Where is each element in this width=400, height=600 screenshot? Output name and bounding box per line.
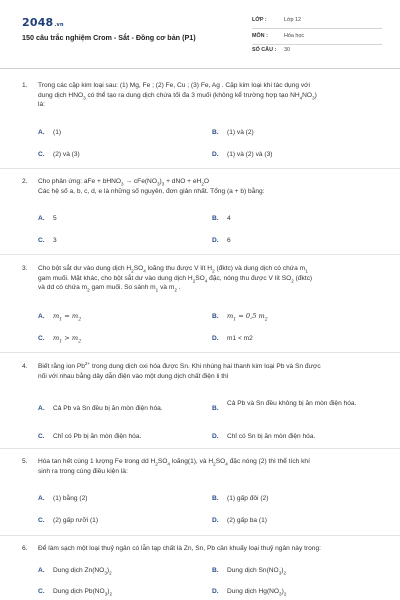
option-letter: C. (38, 151, 45, 158)
header-divider (0, 68, 400, 69)
option-letter: A. (38, 495, 45, 502)
option-letter: D. (212, 433, 219, 440)
option-letter: B. (212, 129, 219, 136)
option-text: Cả Pb và Sn đều không bị ăn mòn điện hóa. (227, 400, 357, 407)
option-text: 3 (53, 237, 57, 244)
question-number: 4. (22, 363, 28, 370)
option-text: (1) và (2) (227, 129, 254, 136)
option-letter: D. (212, 588, 219, 595)
info-value: Lớp 12 (284, 17, 302, 23)
option-formula: $m_1 > m_2$ (53, 334, 82, 345)
question-number: 6. (22, 545, 28, 552)
info-label: SỐ CÂU : (252, 47, 277, 53)
question-number: 3. (22, 265, 28, 272)
question-number: 1. (22, 82, 28, 89)
question-number: 5. (22, 458, 28, 465)
option-letter: D. (212, 151, 219, 158)
option-letter: A. (38, 313, 45, 320)
info-value: Hóa học (284, 33, 305, 39)
option-text: m1 < m2 (227, 335, 253, 342)
question-stem: Cho phản ứng: aFe + bHNO$_3$ → $cFe(NO_3)_3$ + dNO + $eH_2O$ Các hệ số a, b, c, d, e là những số nguyên, đơn giản nhất. Tổng (a + b) bằng: (38, 178, 265, 195)
option-formula: Dung dịch $Pb(NO_3)_2$ (53, 588, 113, 597)
option-letter: C. (38, 335, 45, 342)
option-letter: D. (212, 237, 219, 244)
option-text: 6 (227, 237, 231, 244)
option-letter: A. (38, 215, 45, 222)
option-text: (1) bằng (2) (53, 495, 88, 502)
option-text: (2) gấp ba (1) (227, 517, 267, 524)
question-stem: Trong các cặp kim loại sau: (1) Mg, Fe ; (2) Fe, Cu ; (3) Fe, Ag . Cặp kim loại khi tác dụng với dung dịch $HNO_3$ có thể tạo ra dung dịch chứa tối đa 3 muối (không kể trường hợp tạo $NH_4NO_3$) là: (38, 82, 317, 109)
option-letter: B. (212, 567, 219, 574)
page-title: 150 câu trắc nghiệm Crom - Sắt - Đồng cơ bản (P1) (22, 33, 196, 42)
question-stem: Biết rằng ion $Pb^{2+}$ trong dung dịch oxi hóa được Sn. Khi nhúng hai thanh kim loại Pb và Sn được nối với nhau bằng dây dẫn điện vào một dung dịch chất điện li thì (38, 360, 321, 380)
option-text: Cả Pb và Sn đều bị ăn mòn điện hóa. (53, 405, 163, 412)
question-stem-text: Để làm sạch một loại thuỷ ngân có lẫn tạp chất là Zn, Sn, Pb cần khuấy loại thuỷ ngân này trong: (38, 545, 321, 552)
option-letter: B. (212, 495, 219, 502)
option-text: (2) gấp rưỡi (1) (53, 517, 99, 524)
option-formula: Dung dịch $Sn(NO_3)_2$ (227, 567, 287, 576)
option-text: Chỉ có Pb bị ăn mòn điện hóa. (53, 433, 142, 440)
option-formula: $m_1 = m_2$ (53, 312, 82, 323)
question-divider (0, 168, 400, 169)
site-logo[interactable] (22, 15, 64, 31)
option-letter: B. (212, 215, 219, 222)
info-value: 30 (284, 47, 290, 53)
option-text: 4 (227, 215, 231, 222)
option-text: (1) gấp đôi (2) (227, 495, 269, 502)
logo-text: 2048 (22, 16, 54, 29)
page-header (0, 0, 400, 70)
option-formula: $m_1 = 0,5$ $m_2$ (227, 312, 268, 323)
option-text: (1) (53, 129, 62, 136)
question-stem: Hòa tan hết cùng 1 lượng Fe trong dd $H_2SO_4$ loãng(1), và $H_2SO_4$ đặc nóng (2) thì thể tích khí sinh ra trong cùng điều kiện là: (38, 458, 310, 475)
option-text: (2) và (3) (53, 151, 80, 158)
option-letter: D. (212, 517, 219, 524)
option-text: 5 (53, 215, 57, 222)
option-letter: C. (38, 237, 45, 244)
question-divider (0, 535, 400, 536)
question-divider (0, 352, 400, 353)
option-letter: B. (212, 313, 219, 320)
info-label: MÔN : (252, 33, 268, 39)
option-letter: C. (38, 433, 45, 440)
option-letter: B. (212, 405, 219, 412)
option-letter: C. (38, 588, 45, 595)
option-text: Chỉ có Sn bị ăn mòn điện hóa. (227, 433, 316, 440)
question-stem: Cho bột sắt dư vào dung dịch $H_2SO_4$ loãng thu được V lít $H_2$ (đktc) và dung dịch có chứa $m_1$ gam muối. Mặt khác, cho bột sắt dư vào dung dịch $H_2SO_4$ đặc, nóng thu được V lít $SO_2$ (đktc) và dd có chứa $m_2$ gam muối. So sánh $m_1$ và $m_2$ . (38, 265, 313, 293)
question-number: 2. (22, 178, 28, 185)
info-label: LỚP : (252, 17, 267, 23)
question-stem (38, 544, 384, 554)
option-formula: Dung dịch $Hg(NO_3)_2$ (227, 588, 287, 597)
option-letter: A. (38, 129, 45, 136)
option-formula: Dung dịch $Zn(NO_3)_2$ (53, 567, 112, 576)
logo-tld: .vn (54, 22, 64, 28)
option-letter: C. (38, 517, 45, 524)
question-divider (0, 254, 400, 255)
question-divider (0, 448, 400, 449)
option-letter: A. (38, 405, 45, 412)
option-letter: A. (38, 567, 45, 574)
option-letter: D. (212, 335, 219, 342)
option-text: (1) và (2) và (3) (227, 151, 273, 158)
